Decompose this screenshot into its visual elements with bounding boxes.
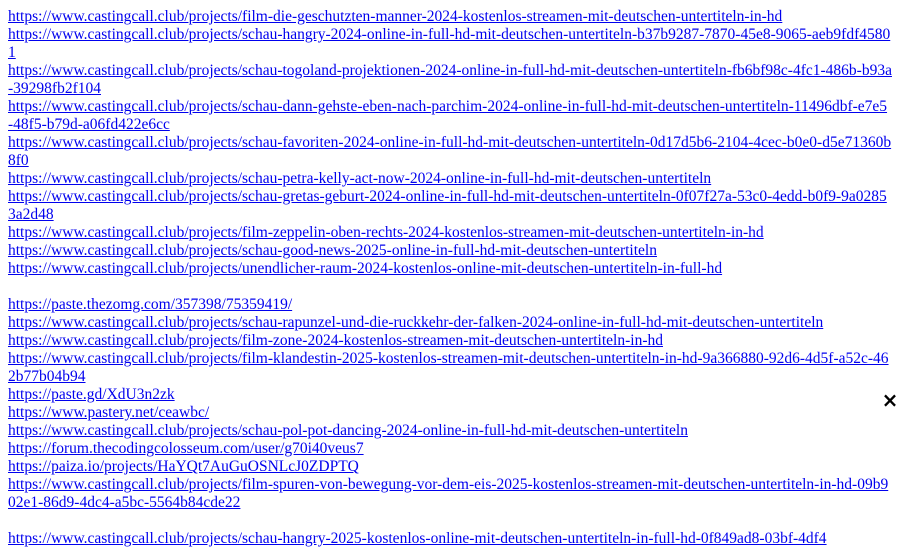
link[interactable]: https://www.castingcall.club/projects/schau-pol-pot-dancing-2024-online-in-full-hd-mit-deutschen-untertiteln [8,422,688,439]
link[interactable]: https://www.castingcall.club/projects/schau-hangry-2024-online-in-full-hd-mit-deutschen-untertiteln-b37b9287-7870-45e8-9065-aeb9fdf45801 [8,26,891,61]
link-row [8,134,892,170]
link[interactable]: https://www.pastery.net/ceawbc/ [8,404,210,421]
link-list [8,8,892,548]
link-row [8,62,892,98]
link[interactable]: https://paste.thezomg.com/357398/75359419/ [8,296,293,313]
link-row [8,242,892,260]
link[interactable]: https://www.castingcall.club/projects/schau-favoriten-2024-online-in-full-hd-mit-deutschen-untertiteln-0d17d5b6-2104-4cec-b0e0-d5e71360b8f0 [8,134,892,169]
link[interactable]: https://www.castingcall.club/projects/schau-dann-gehste-eben-nach-parchim-2024-online-in-full-hd-mit-deutschen-untertiteln-11496dbf-e7e5-48f5-b79d-a06fd422e6cc [8,98,888,133]
link[interactable]: https://paste.gd/XdU3n2zk [8,386,175,403]
link[interactable]: https://www.castingcall.club/projects/film-klandestin-2025-kostenlos-streamen-mit-deutschen-untertiteln-in-hd-9a366880-92d6-4d5f-a52c-462b77b04b94 [8,350,889,385]
link[interactable]: https://www.castingcall.club/projects/schau-gretas-geburt-2024-online-in-full-hd-mit-deutschen-untertiteln-0f07f27a-53c0-4edd-b0f9-9a02853a2d48 [8,188,887,223]
close-button[interactable] [880,390,900,410]
link[interactable]: https://www.castingcall.club/projects/unendlicher-raum-2024-kostenlos-online-mit-deutschen-untertiteln-in-full-hd [8,260,723,277]
blank-line [8,278,892,296]
link-row [8,296,892,314]
link[interactable]: https://www.castingcall.club/projects/film-zeppelin-oben-rechts-2024-kostenlos-streamen-mit-deutschen-untertiteln-in-hd [8,224,764,241]
link-row [8,224,892,242]
link[interactable]: https://www.castingcall.club/projects/film-zone-2024-kostenlos-streamen-mit-deutschen-untertiteln-in-hd [8,332,663,349]
link[interactable]: https://forum.thecodingcolosseum.com/user/g70i40veus7 [8,440,364,457]
link[interactable]: https://paiza.io/projects/HaYQt7AuGuOSNLcJ0ZDPTQ [8,458,359,475]
link-row [8,458,892,476]
blank-line [8,512,892,530]
link-row [8,260,892,278]
link-row [8,476,892,512]
close-icon: × [881,388,899,412]
link-row [8,440,892,458]
link-row [8,8,892,26]
link[interactable]: https://www.castingcall.club/projects/schau-petra-kelly-act-now-2024-online-in-full-hd-mit-deutschen-untertiteln [8,170,712,187]
link[interactable]: https://www.castingcall.club/projects/schau-hangry-2025-kostenlos-online-mit-deutschen-untertiteln-in-full-hd-0f849ad8-03bf-4df4 [8,530,827,547]
link[interactable]: https://www.castingcall.club/projects/schau-rapunzel-und-die-ruckkehr-der-falken-2024-online-in-full-hd-mit-deutschen-untertiteln [8,314,824,331]
link-row [8,170,892,188]
link-row [8,530,892,548]
link[interactable]: https://www.castingcall.club/projects/schau-togoland-projektionen-2024-online-in-full-hd-mit-deutschen-untertiteln-fb6bf98c-4fc1-486b-b93a-39298fb2f104 [8,62,892,97]
link-row [8,26,892,62]
link-row [8,350,892,386]
link-row [8,404,892,422]
link-row [8,188,892,224]
link-row [8,422,892,440]
link-row [8,332,892,350]
link[interactable]: https://www.castingcall.club/projects/film-spuren-von-bewegung-vor-dem-eis-2025-kostenlos-streamen-mit-deutschen-untertiteln-in-hd-09b902e1-86d9-4dc4-a5bc-5564b84cde22 [8,476,889,511]
link-row [8,386,892,404]
link[interactable]: https://www.castingcall.club/projects/schau-good-news-2025-online-in-full-hd-mit-deutschen-untertiteln [8,242,657,259]
link-row [8,314,892,332]
link[interactable]: https://www.castingcall.club/projects/film-die-geschutzten-manner-2024-kostenlos-streamen-mit-deutschen-untertiteln-in-hd [8,8,783,25]
link-row [8,98,892,134]
